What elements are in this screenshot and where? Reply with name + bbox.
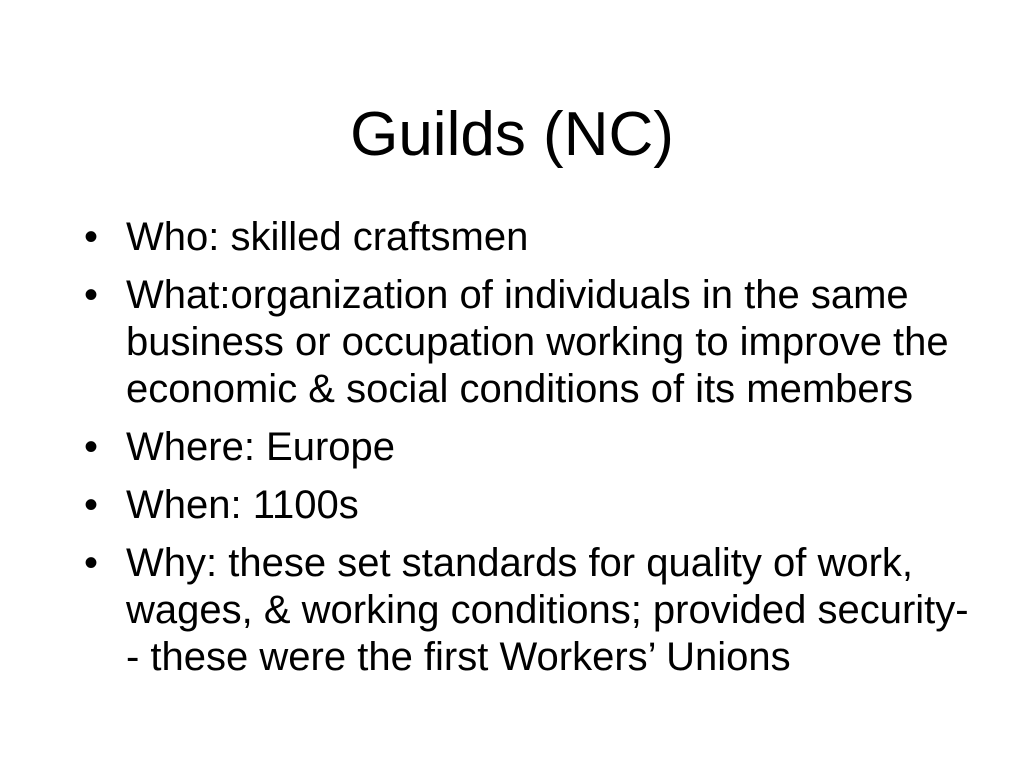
bullet-line: Where: Europe xyxy=(126,425,396,469)
bullet-dot-icon: • xyxy=(84,215,99,259)
bullet-line: economic & social conditions of its members xyxy=(126,367,913,411)
bullet-text xyxy=(126,540,1024,681)
bullet-text xyxy=(126,424,1024,471)
bullet-item-when xyxy=(0,482,1024,529)
bullet-line: When: 1100s xyxy=(126,483,359,527)
bullet-item-why xyxy=(0,540,1024,681)
bullet-item-what xyxy=(0,272,1024,413)
bullet-item-who xyxy=(0,214,1024,261)
bullet-text xyxy=(126,214,1024,261)
bullet-text xyxy=(126,482,1024,529)
bullet-dot-icon: • xyxy=(84,273,99,317)
bullet-line: Why: these set standards for quality of work, xyxy=(126,541,914,585)
bullet-dot-icon: • xyxy=(84,483,99,527)
bullet-line: What:organization of individuals in the same xyxy=(126,273,909,317)
bullet-text xyxy=(126,272,1024,413)
bullet-line: business or occupation working to improve the xyxy=(126,320,949,364)
bullet-list xyxy=(0,214,1024,681)
bullet-line: - these were the first Workers’ Unions xyxy=(126,635,791,679)
bullet-line: wages, & working conditions; provided security- xyxy=(126,588,969,632)
bullet-dot-icon: • xyxy=(84,541,99,585)
bullet-line: Who: skilled craftsmen xyxy=(126,215,529,259)
bullet-dot-icon: • xyxy=(84,425,99,469)
bullet-item-where xyxy=(0,424,1024,471)
slide-title: Guilds (NC) xyxy=(350,100,674,169)
